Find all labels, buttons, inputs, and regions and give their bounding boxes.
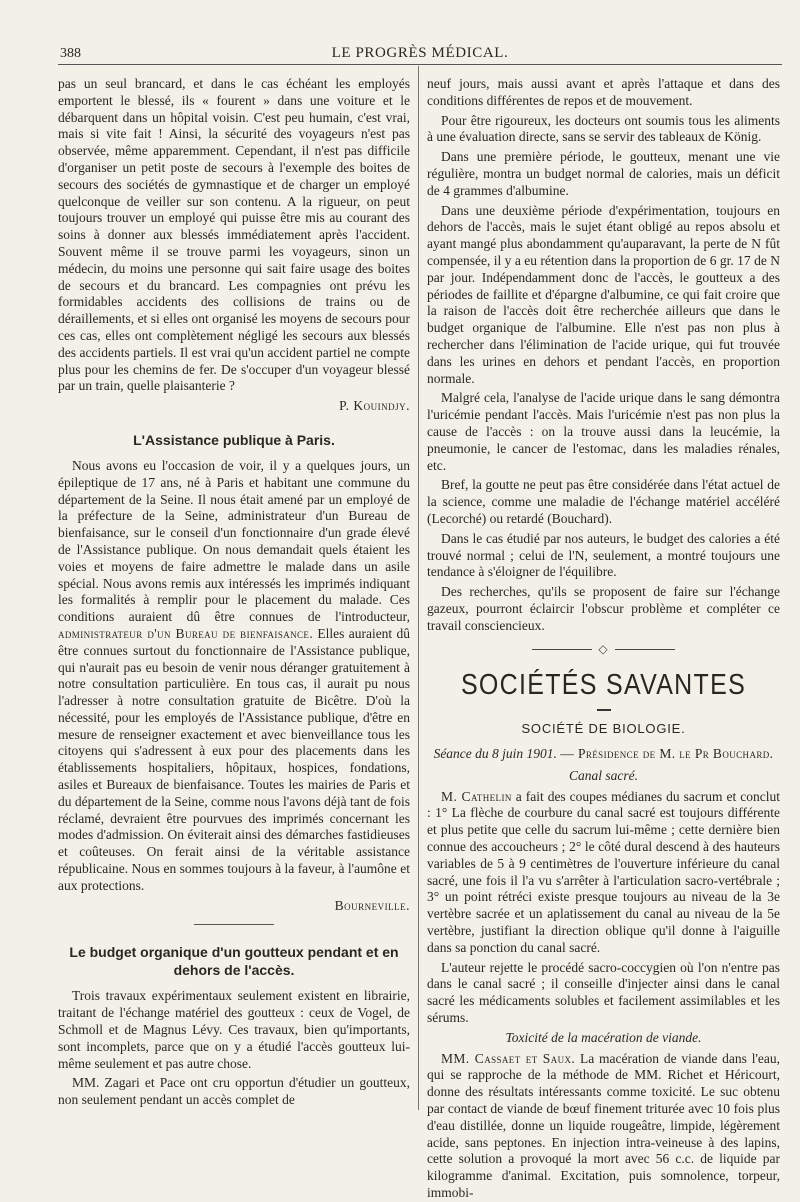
running-title: LE PROGRÈS MÉDICAL. [331, 45, 509, 61]
signature [58, 398, 410, 415]
paragraph: Dans une deuxième période d'expérimentation, toujours en dehors de l'accès, mais le sujet étant obligé au repos absolu et ayant mangé plus abondamment qu'auparavant, la perte de N fût compensée, il y a eu rétention dans la proportion de 6 gr. 17 de N par jour. Indépendamment donc de l'accès, le goutteux a des périodes de faillite et d'épargne d'albumine, ce qui fait croire que la raison de l'accès doit être recherchée ailleurs que dans le budget organique de l'albumine. Elle n'est pas non plus à rechercher dans l'élimination de l'acide urique, qui fut trouvée dans les urines en dehors et pendant l'accès, en proportion normale. [427, 202, 780, 386]
subsection-title: Canal sacré. [569, 767, 638, 783]
text-run: Elles auraient dû être connues surtout du fonctionnaire de l'Assistance publique, qui n'aurait pas eu besoin de venir nous déranger gratuitement à notre consultation particulière. En tous cas, il aurait pu nous l'adresser à notre consultation gratuite de Bicêtre. D'où la nécessité, pour les employés de l'Assistance publique, d'être en mesure de renseigner exactement et avec bienveillance tous les citoyens qui s'adressent à eux pour des placements dans les établissements hospitaliers, hôpitaux, hospices, fondations, asiles et Bureaux de bienfaisance. Toutes les mairies de Paris et du département de la Seine, comme nous l'avons déjà tant de fois réclamé, devraient être pourvues des imprimés concernant les modes d'admission. On éviterait ainsi des démarches fastidieuses et coûteuses. On ferait ainsi de la véritable assistance républicaine. Nous en sommes toujours à la faveur, à l'aumône et aux protections. [58, 625, 410, 893]
article-heading: L'Assistance publique à Paris. [133, 431, 335, 448]
page-header [58, 40, 782, 65]
seance-line [427, 746, 780, 763]
signature [58, 898, 410, 915]
paragraph: Malgré cela, l'analyse de l'acide urique dans le sang démontra l'uricémie pendant l'accès. Mais l'uricémie n'est pas non plus la cause de l'accès : on la trouve aussi dans la leucémie, la pneumonie, le cancer de l'estomac, dans les maladies rénales, etc. [427, 390, 780, 473]
paragraph: Pour être rigoureux, les docteurs ont soumis tous les aliments à une évaluation directe, sans se servir des tableaux de König. [427, 112, 780, 145]
text-run: a fait des coupes médianes du sacrum et conclut : 1° La flèche de courbure du canal sacré est toujours différente et plus petite que celle du sacrum lui-même ; cette dernière bien connue des accoucheurs ; 2° le côté dural descend à des hauteurs variables de 5 à 9 centimètres de l'ouverture inférieure du canal sacré, une fois il l'a vu s'arrêter à l'articulation sacro-vertébrale ; 3° un point rétréci existe presque toujours au niveau de la 3e vertèbre sacrée et un aplatissement du canal au niveau de la 5e vertèbre, justifiant la direction oblique qu'il donne à l'aiguille dans sa ponction du canal sacré. [427, 788, 780, 955]
subsection-title: Toxicité de la macération de viande. [505, 1029, 702, 1045]
text-run: La macération de viande dans l'eau, qui se rapproche de la méthode de MM. Richet et Héricourt, donne des résultats intéressants comme toxicité. Le suc obtenu par contact de viande de bœuf finement triturée avec 10 fois plus d'eau distillée, donne un liquide rougeâtre, limpide, légèrement acide, sans peptones. En injection intra-veineuse à des lapins, cette solution a provoqué la mort avec 56 c.c. de liquide par kilogramme d'animal. Excitation, puis somnolence, torpeur, immobi- [427, 1050, 780, 1201]
page-number: 388 [60, 46, 81, 61]
title-dash [597, 709, 611, 711]
society-title: SOCIÉTÉ DE BIOLOGIE. [521, 721, 686, 737]
ornament-divider: ◇ [427, 641, 780, 658]
separator-rule [194, 924, 274, 925]
paragraph [427, 1051, 780, 1202]
paragraph: Des recherches, qu'ils se proposent de faire sur l'échange gazeux, pourront éclaircir l'obscur problème et compléter ce travail consciencieux. [427, 584, 780, 633]
paragraph: Dans une première période, le goutteux, menant une vie régulière, montra un budget normal de calories, mais un déficit de 4 grammes d'albumine. [427, 149, 780, 198]
paragraph: Trois travaux expérimentaux seulement existent en librairie, traitant de l'échange matériel des goutteux : ceux de Vogel, de Schmoll et de Magnus Lévy. Ces travaux, bien qu'importants, sont incomplets, parce que on y a étudié l'accès goutteux lui-même seulement et pas autre chose. [58, 988, 410, 1071]
author-name: Bourneville. [334, 897, 410, 913]
paragraph: MM. Zagari et Pace ont cru opportun d'étudier un goutteux, non seulement pendant un accès complet de [58, 1075, 410, 1108]
author-name: MM. Cassaet et Saux. [441, 1050, 576, 1066]
text-run-smallcaps: administrateur d'un Bureau de bienfaisance. [58, 625, 314, 641]
paragraph: Dans le cas étudié par nos auteurs, le budget des calories a été trouvé normal ; celui de l'N, seulement, a montré toujours une tendance à s'éloigner de l'équilibre. [427, 530, 780, 580]
paragraph [427, 789, 780, 957]
author-name: M. Cathelin [441, 788, 512, 804]
column-divider [418, 66, 419, 1110]
author-name: P. Kouindjy. [339, 398, 410, 414]
section-title: SOCIÉTÉS SAVANTES [460, 669, 747, 702]
seance-presidence: — Présidence de M. le Pr Bouchard. [560, 746, 774, 762]
text-run: Nous avons eu l'occasion de voir, il y a quelques jours, un épileptique de 17 ans, né à Paris et habitant une commune du département de la Seine. Il nous était amené par un employé de la préfecture de la Seine, administrateur d'un Bureau de bienfaisance, sur le conseil d'un fonctionnaire d'un grade élevé de l'Assistance publique. On nous demandait quels étaient les voies et moyens de faire admettre le malade dans un asile spécial. Nous avons remis aux intéressés les imprimés indiquant les formalités à remplir pour le placement du malade. Ces conditions auraient dû être connues de l'introducteur, [58, 457, 410, 625]
article-heading: Le budget organique d'un goutteux pendant et en dehors de l'accès. [69, 944, 399, 979]
paragraph [58, 458, 410, 895]
left-column [58, 76, 410, 1108]
seance-date: Séance du 8 juin 1901. [433, 746, 557, 762]
paragraph: pas un seul brancard, et dans le cas échéant les employés emportent le blessé, ils « fourent » dans une voiture et le débarquent dans un hôpital voisin. C'est peu humain, c'est vrai, mais si vite fait ! Ainsi, la sécurité des voyageurs n'est pas observée, même apparemment. Cependant, il n'est pas difficile d'organiser un petit poste de secours à l'exemple des boites de secours des sociétés de gymnastique et de charger un employé quelconque de veiller sur son contenu. A la rigueur, on peut toujours trouver un employé qui puisse être mis au courant des soins à donner aux blessés immédiatement après l'accident. Souvent même il se trouve parmi les voyageurs, sinon un médecin, du moins une personne qui sait faire usage des boites de secours et du brancard. Les compagnies ont prévu les formidables accidents des collisions de trains ou de déraillements, et si elles ont organisé les moyens de secours pour ces cas, elles ont complètement négligé les secours aux blessés des accidents partiels. Il est vrai qu'un accident partiel ne compte plus pour les chemins de fer. De s'occuper d'un voyageur blessé par un train, quelle plaisanterie ? [58, 76, 410, 394]
paragraph: Bref, la goutte ne peut pas être considérée dans l'état actuel de la science, comme une maladie de l'échange matériel accéléré (Lecorché) ou retardé (Bouchard). [427, 477, 780, 526]
paragraph: L'auteur rejette le procédé sacro-coccygien où l'on n'entre pas dans le canal sacré ; il conseille d'injecter ainsi dans le canal sacré les médicaments solubles et facilement assimilables et les sérums. [427, 959, 780, 1026]
right-column [427, 76, 780, 1201]
paragraph: neuf jours, mais aussi avant et après l'attaque et dans des conditions différentes de repos et de mouvement. [427, 76, 780, 108]
